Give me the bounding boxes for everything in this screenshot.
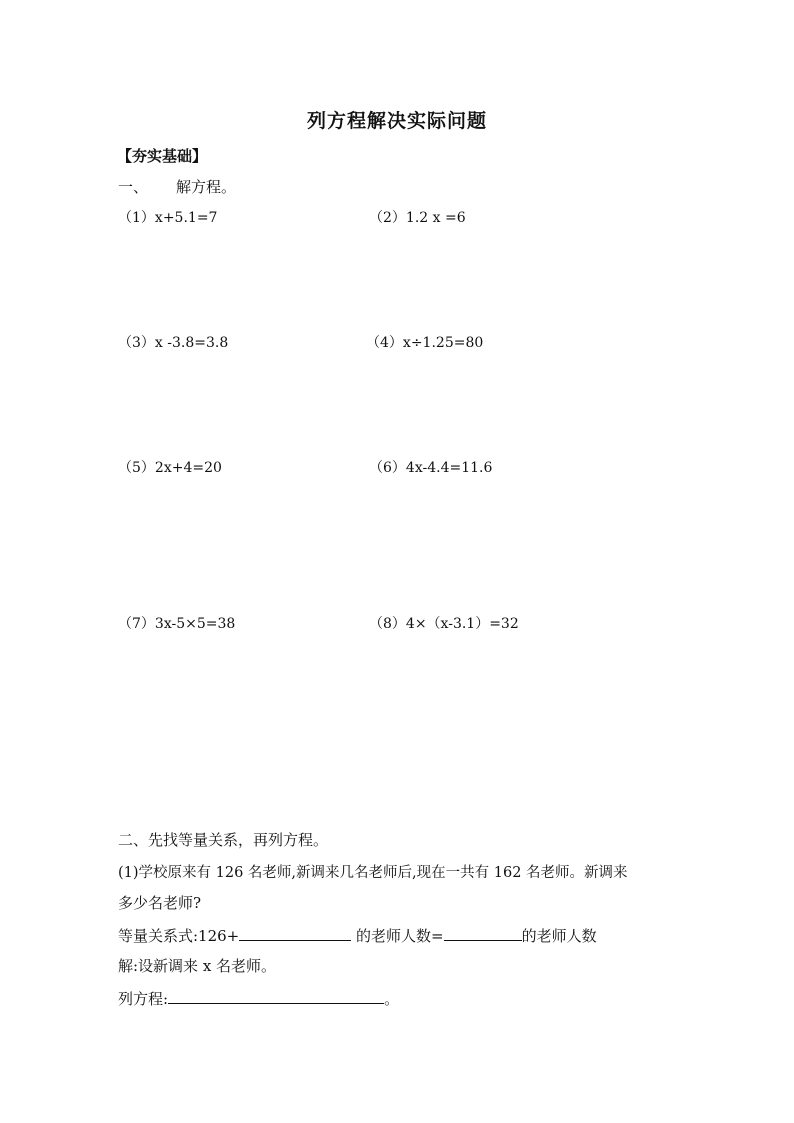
section1-label: 解方程。 [176, 178, 237, 196]
equation-index: （2） [369, 210, 406, 226]
equation-blank[interactable] [168, 987, 384, 1004]
relation-line [118, 924, 597, 946]
relation-suffix: 的老师人数 [521, 927, 597, 945]
equation-line [118, 987, 399, 1009]
equation-expr: x÷1.25=80 [402, 335, 484, 351]
section-heading: 【夯实基础】 [117, 147, 208, 165]
equation-expr: 2x+4=20 [154, 460, 222, 476]
relation-prefix: 等量关系式:126+ [118, 927, 240, 945]
problem-line-2: 多少名老师? [118, 894, 202, 912]
equation-index: （5） [118, 460, 155, 476]
equation-index: （4） [366, 335, 403, 351]
page-title: 列方程解决实际问题 [306, 110, 487, 132]
equation-item [118, 207, 217, 227]
equation-item [118, 613, 235, 633]
equation-index: （8） [369, 616, 406, 632]
equation-item [369, 457, 492, 477]
section2-title: 二、先找等量关系，再列方程。 [118, 831, 329, 849]
equation-expr: 4x-4.4=11.6 [405, 460, 493, 476]
equation-expr: 1.2 x =6 [405, 210, 466, 226]
section1-title [118, 176, 236, 197]
equation-expr: x+5.1=7 [154, 210, 218, 226]
relation-mid: 的老师人数= [351, 927, 444, 945]
equation-index: （3） [118, 335, 155, 351]
equation-index: （7） [118, 616, 155, 632]
equation-item [366, 332, 483, 352]
problem-line-1: (1)学校原来有 126 名老师,新调来几名老师后,现在一共有 162 名老师。新调来 [118, 865, 628, 881]
equation-prefix: 列方程: [118, 990, 169, 1008]
section1-number: 一、 [118, 178, 149, 196]
equation-expr: 3x-5×5=38 [154, 616, 236, 632]
equation-item [369, 207, 466, 227]
relation-blank-2[interactable] [444, 924, 522, 941]
solution-line: 解:设新调来 x 名老师。 [118, 957, 277, 975]
equation-suffix: 。 [384, 990, 400, 1008]
equation-index: （1） [118, 210, 155, 226]
equation-item [369, 613, 519, 633]
equation-item [118, 457, 222, 477]
equation-item [118, 332, 228, 352]
equation-expr: 4×（x-3.1）=32 [405, 616, 519, 632]
relation-blank-1[interactable] [239, 924, 351, 941]
equation-index: （6） [369, 460, 406, 476]
equation-expr: x -3.8=3.8 [154, 335, 229, 351]
